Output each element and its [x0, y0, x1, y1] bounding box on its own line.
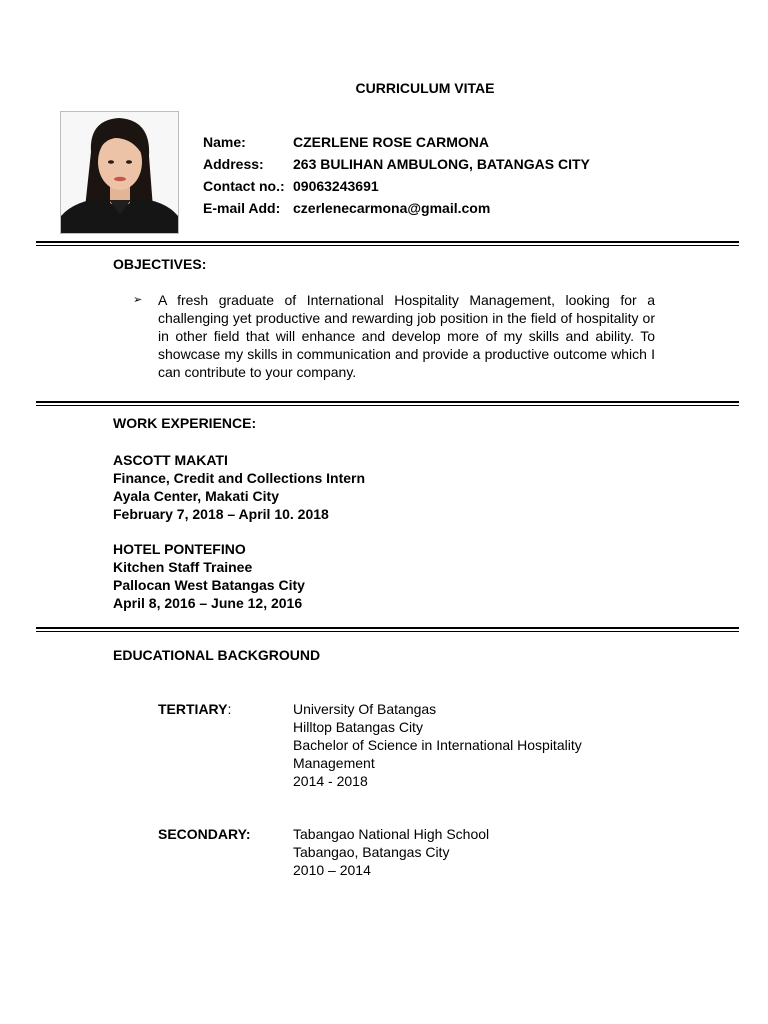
- tertiary-label: [158, 700, 288, 718]
- tertiary-level: TERTIARY: [158, 701, 228, 717]
- tertiary-education: [158, 700, 623, 790]
- address-row: [203, 155, 590, 173]
- tertiary-degree-line1: Bachelor of Science in International Hospitality: [293, 737, 582, 753]
- contact-row: [203, 177, 379, 195]
- address-label: Address:: [203, 156, 264, 172]
- tertiary-degree-line2: Management: [293, 755, 375, 771]
- job-position: Finance, Credit and Collections Intern: [113, 470, 366, 486]
- secondary-years: 2010 – 2014: [293, 862, 371, 878]
- job-location: Pallocan West Batangas City: [113, 577, 305, 593]
- section-divider: [36, 401, 739, 406]
- name-label: Name:: [203, 134, 246, 150]
- objective-item: [133, 291, 655, 381]
- name-value: CZERLENE ROSE CARMONA: [293, 134, 490, 150]
- secondary-details: [293, 825, 623, 879]
- tertiary-colon: :: [227, 701, 232, 717]
- job-dates: April 8, 2016 – June 12, 2016: [113, 595, 303, 611]
- education-heading: EDUCATIONAL BACKGROUND: [113, 647, 321, 663]
- job-entry: [113, 451, 365, 523]
- job-dates: February 7, 2018 – April 10. 2018: [113, 506, 329, 522]
- document-title: CURRICULUM VITAE: [355, 80, 495, 96]
- job-company: HOTEL PONTEFINO: [113, 541, 246, 557]
- arrow-bullet-icon: ➢: [133, 294, 143, 306]
- secondary-label: [158, 825, 288, 843]
- profile-photo: [60, 111, 179, 234]
- email-label: E-mail Add:: [203, 200, 281, 216]
- secondary-location: Tabangao, Batangas City: [293, 844, 450, 860]
- email-row: [203, 199, 490, 217]
- work-experience-heading: WORK EXPERIENCE:: [113, 415, 257, 431]
- objective-text: A fresh graduate of International Hospitality Management, looking for a challenging yet productive and rewarding job position in the field of hospitality or in other field that will enhance and develop more of my skills and ability. To showcase my skills in communication and provide a productive outcome which I can contribute to your company.: [158, 292, 655, 380]
- secondary-level: SECONDARY:: [158, 826, 251, 842]
- tertiary-years: 2014 - 2018: [293, 773, 368, 789]
- job-location: Ayala Center, Makati City: [113, 488, 279, 504]
- contact-label: Contact no.:: [203, 178, 285, 194]
- name-row: [203, 133, 489, 151]
- secondary-education: [158, 825, 623, 879]
- job-position: Kitchen Staff Trainee: [113, 559, 253, 575]
- contact-value: 09063243691: [293, 178, 379, 194]
- job-company: ASCOTT MAKATI: [113, 452, 228, 468]
- section-divider: [36, 241, 739, 246]
- job-entry: [113, 540, 305, 612]
- tertiary-location: Hilltop Batangas City: [293, 719, 423, 735]
- email-value: czerlenecarmona@gmail.com: [293, 200, 491, 216]
- secondary-school: Tabangao National High School: [293, 826, 490, 842]
- tertiary-school: University Of Batangas: [293, 701, 437, 717]
- tertiary-details: [293, 700, 623, 790]
- address-value: 263 BULIHAN AMBULONG, BATANGAS CITY: [293, 156, 590, 172]
- objectives-heading: OBJECTIVES:: [113, 256, 207, 272]
- section-divider: [36, 627, 739, 632]
